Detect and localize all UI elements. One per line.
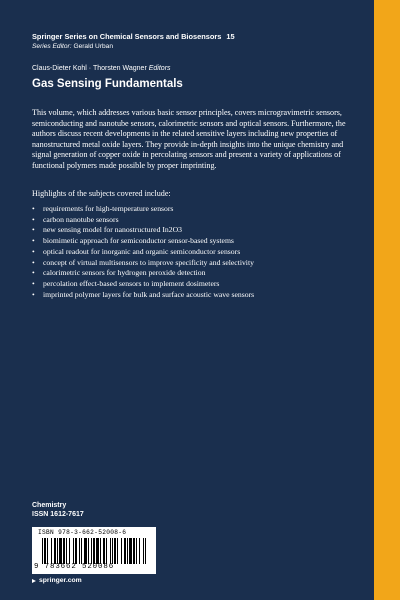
bullet-icon: •: [32, 257, 35, 267]
list-item: • new sensing model for nanostructured In2O3: [32, 225, 182, 235]
description-paragraph: This volume, which addresses various basic sensor principles, covers microgravimetric sensors, semiconducting and nanotube sensors, calorimetric sensors and optical sensors. Furthermore, the authors discuss recent developments in the related sensitive layers including new properties of nanostructured metal oxide layers. They provide in-depth insights into the unique chemistry and signal generation of copper oxide in percolating sensors and present a variety of applications of functional polymers made possible by proper imprinting.: [32, 108, 346, 170]
list-item: • carbon nanotube sensors: [32, 214, 119, 224]
list-item: • imprinted polymer layers for bulk and surface acoustic wave sensors: [32, 289, 255, 299]
subject-label: Chemistry: [32, 502, 67, 509]
bullet-icon: •: [32, 225, 35, 235]
isbn-text: ISBN 978-3-662-52008-6: [38, 529, 127, 536]
list-item: • requirements for high-temperature sensors: [32, 204, 174, 213]
list-item: • optical readout for inorganic and organic semiconductor sensors: [32, 246, 241, 256]
list-item: • percolation effect-based sensors to implement dosimeters: [32, 278, 220, 288]
bullet-icon: •: [32, 214, 35, 224]
orange-spine-strip: [374, 0, 400, 600]
series-editor-line: [32, 43, 113, 50]
isbn-barcode: [32, 527, 156, 574]
author-names: Claus-Dieter Kohl · Thorsten Wagner: [32, 65, 147, 72]
barcode-digits: 9 783662 520086: [34, 563, 115, 571]
website-label: springer.com: [39, 577, 82, 584]
editors-label: Editors: [148, 65, 171, 72]
issn-label: ISSN 1612-7617: [32, 511, 84, 518]
arrow-right-icon: [32, 579, 36, 583]
authors-line: [32, 65, 171, 72]
bullet-icon: •: [32, 204, 35, 213]
series-line: [32, 32, 235, 41]
list-item: • biomimetic approach for semiconductor sensor-based systems: [32, 236, 234, 246]
series-number: 15: [226, 32, 235, 41]
series-name: Springer Series on Chemical Sensors and Biosensors: [32, 32, 222, 41]
highlights-list: [32, 204, 362, 300]
barcode-bars: [42, 538, 146, 564]
publisher-website: [32, 577, 82, 584]
list-item: • calorimetric sensors for hydrogen peroxide detection: [32, 268, 206, 278]
list-item: • concept of virtual multisensors to improve specificity and selectivity: [32, 257, 254, 267]
series-editor-name: Gerald Urban: [73, 43, 114, 50]
bullet-icon: •: [32, 246, 35, 256]
book-title: Gas Sensing Fundamentals: [32, 78, 183, 90]
series-editor-label: Series Editor:: [32, 43, 72, 50]
bullet-icon: •: [32, 268, 35, 278]
highlights-heading: Highlights of the subjects covered include:: [32, 189, 171, 198]
bullet-icon: •: [32, 236, 35, 246]
bullet-icon: •: [32, 278, 35, 288]
bullet-icon: •: [32, 289, 35, 299]
